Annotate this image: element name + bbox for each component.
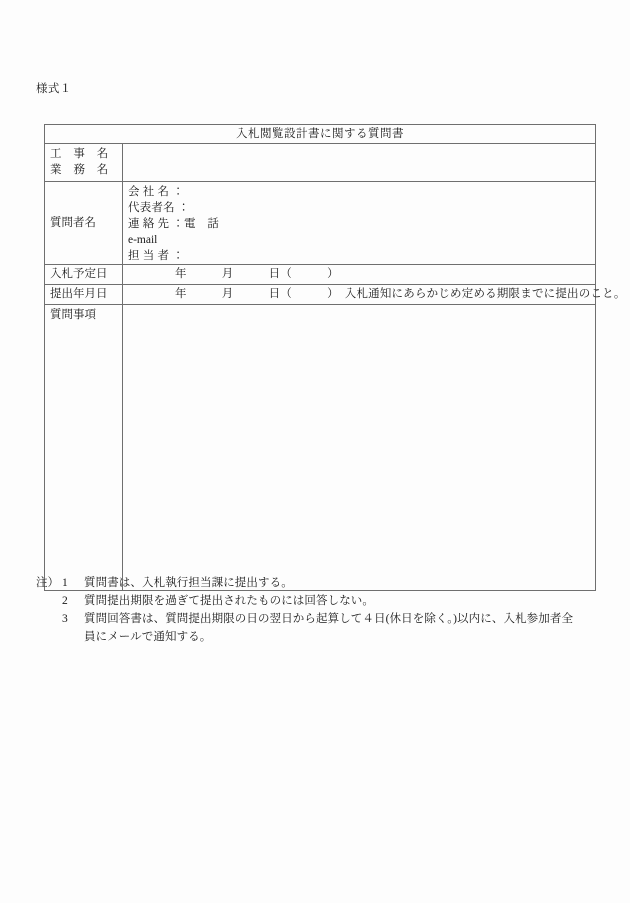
footnote-number: 2 (62, 595, 68, 607)
footnote-text (84, 610, 606, 646)
submit-date-note: 入札通知にあらかじめ定める期限までに提出のこと。 (333, 288, 626, 300)
field-bid-date[interactable] (123, 265, 596, 285)
field-questions[interactable] (123, 305, 596, 591)
submit-date-value[interactable]: 年 月 日（ ） (175, 288, 334, 300)
footnote-text-line1: 質問回答書は、質問提出期限の日の翌日から起算して４日(休日を除く。)以内に、入札参加者全 (84, 613, 574, 625)
table-row-asker (45, 182, 596, 265)
label-project-name-line2: 業 務 名 (50, 164, 109, 176)
field-company-name[interactable]: 会 社 名 ： (128, 186, 185, 198)
field-submit-date[interactable] (123, 285, 626, 305)
footnotes (36, 574, 606, 646)
field-asker-details[interactable] (123, 182, 596, 265)
label-asker-name: 質問者名 (45, 182, 123, 265)
table-row-project-name (45, 144, 596, 182)
field-contact-phone[interactable]: 連 絡 先 ：電 話 (128, 218, 220, 230)
table-row-submit-date (45, 285, 596, 305)
footnote-number: 1 (62, 577, 68, 589)
label-project-name-line1: 工 事 名 (50, 148, 109, 160)
table-row-bid-date (45, 265, 596, 285)
label-questions: 質問事項 (45, 305, 123, 591)
question-form-table (44, 124, 626, 591)
form-title: 入札閲覧設計書に関する質問書 (45, 125, 596, 144)
table-row-title (45, 125, 596, 144)
footnote-item (36, 574, 606, 592)
label-submit-date: 提出年月日 (45, 285, 123, 305)
field-contact-email[interactable]: e-mail (128, 234, 158, 246)
field-person-in-charge[interactable]: 担 当 者 ： (128, 250, 185, 262)
footnote-marker: 注） (36, 577, 59, 589)
footnote-item (36, 592, 606, 610)
bid-date-value[interactable]: 年 月 日（ ） (175, 268, 339, 280)
footnote-text: 質問書は、入札執行担当課に提出する。 (84, 577, 293, 589)
field-representative-name[interactable]: 代表者名 ： (128, 202, 190, 214)
label-project-name (45, 144, 123, 182)
label-bid-date: 入札予定日 (45, 265, 123, 285)
footnote-text-line2: 員にメールで通知する。 (84, 631, 212, 643)
footnote-number: 3 (62, 613, 68, 625)
footnote-text: 質問提出期限を過ぎて提出されたものには回答しない。 (84, 595, 374, 607)
table-row-questions (45, 305, 596, 591)
field-project-name[interactable] (123, 144, 596, 182)
footnote-item (36, 610, 606, 646)
form-number: 様式１ (36, 83, 72, 95)
